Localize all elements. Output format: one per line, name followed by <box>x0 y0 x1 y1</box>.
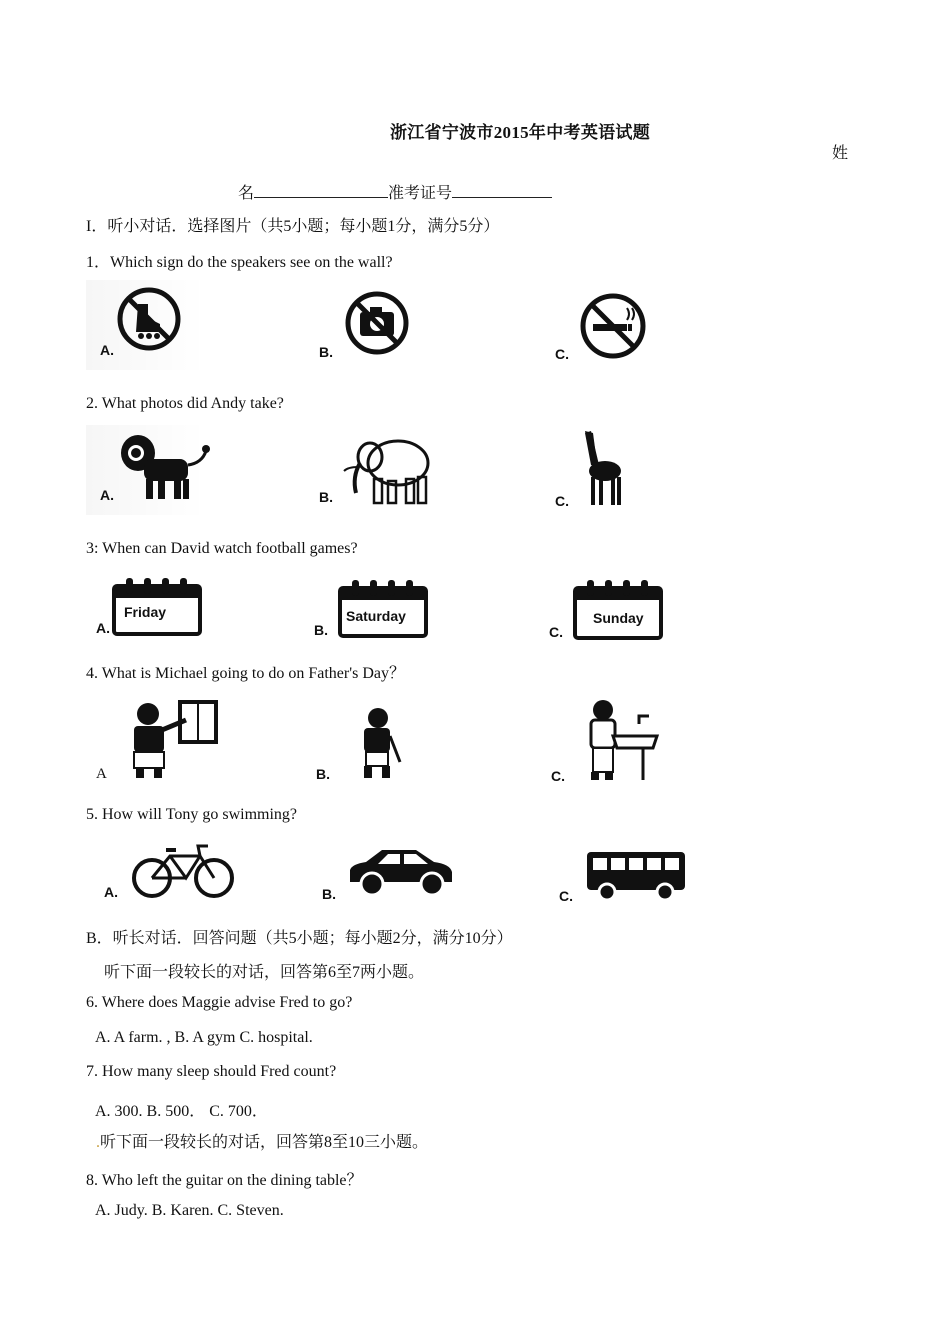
option-3c[interactable] <box>541 570 741 660</box>
option-1b[interactable] <box>306 280 506 370</box>
intro-text: 听下面一段较长的对话，回答第8至10三小题。 <box>100 1134 429 1151</box>
name-blank[interactable] <box>254 183 388 198</box>
boy-cleaning-window-icon <box>122 698 222 782</box>
option-4b[interactable] <box>306 692 506 782</box>
bicycle-icon <box>130 842 236 900</box>
question-4-options <box>86 692 706 782</box>
option-5c[interactable] <box>541 836 741 926</box>
section-2-intro-2 <box>96 1129 428 1152</box>
option-letter: C. <box>551 768 565 784</box>
option-2b[interactable] <box>306 425 506 515</box>
car-icon <box>346 846 456 898</box>
giraffe-icon <box>577 425 633 509</box>
calendar-label-saturday: Saturday <box>346 608 406 624</box>
option-letter: B. <box>319 344 333 360</box>
name-label: 名 <box>238 185 255 202</box>
option-4c[interactable] <box>541 692 741 782</box>
question-6-options[interactable]: A. A farm. , B. A gym C. hospital. <box>95 1029 313 1046</box>
calendar-sunday-icon <box>573 578 665 640</box>
option-letter: C. <box>555 346 569 362</box>
exam-id-label: 准考证号 <box>388 185 453 202</box>
calendar-label-friday: Friday <box>124 604 167 620</box>
question-4: 4. What is Michael going to do on Father's Day？ <box>86 665 405 682</box>
question-5-options <box>86 836 706 926</box>
question-5: 5. How will Tony go swimming? <box>86 806 298 823</box>
question-3: 3: When can David watch football games? <box>86 540 358 557</box>
section-2-intro-1: 听下面一段较长的对话，回答第6至7两小题。 <box>104 964 425 981</box>
option-5b[interactable] <box>306 836 506 926</box>
option-letter: C. <box>549 624 563 640</box>
no-smoking-sign-icon <box>579 292 647 360</box>
option-4a[interactable] <box>86 692 286 782</box>
option-letter: A. <box>100 487 114 503</box>
question-7-options[interactable]: A. 300. B. 500． C. 700． <box>95 1103 268 1120</box>
section-2-heading: B．听长对话．回答问题（共5小题；每小题2分，满分10分） <box>86 930 513 947</box>
option-letter: B. <box>314 622 328 638</box>
question-2-options <box>86 425 706 515</box>
option-letter: B. <box>319 489 333 505</box>
option-letter: B. <box>316 766 330 782</box>
question-2: 2. What photos did Andy take? <box>86 395 284 412</box>
exam-id-blank[interactable] <box>452 183 552 198</box>
question-7: 7. How many sleep should Fred count? <box>86 1063 337 1080</box>
option-letter: A. <box>100 342 114 358</box>
option-1c[interactable] <box>541 280 741 370</box>
option-3b[interactable] <box>306 570 506 660</box>
option-3a[interactable] <box>86 570 286 660</box>
bus-icon <box>585 848 689 902</box>
lion-icon <box>116 431 212 503</box>
calendar-label-sunday: Sunday <box>593 610 644 626</box>
option-letter: C. <box>555 493 569 509</box>
no-camera-sign-icon <box>344 290 410 356</box>
boy-washing-dishes-icon <box>583 696 663 784</box>
option-2a[interactable] <box>86 425 286 515</box>
name-label-part: 姓 <box>832 145 849 162</box>
question-3-options <box>86 570 706 660</box>
elephant-icon <box>340 433 436 509</box>
question-6: 6. Where does Maggie advise Fred to go? <box>86 994 353 1011</box>
name-id-line <box>238 180 552 203</box>
boy-sweeping-icon <box>348 706 408 782</box>
option-letter: A. <box>96 620 110 636</box>
option-letter: A. <box>104 884 118 900</box>
section-1-heading: I．听小对话．选择图片（共5小题；每小题1分，满分5分） <box>86 218 500 235</box>
question-8: 8. Who left the guitar on the dining table？ <box>86 1172 363 1189</box>
option-2c[interactable] <box>541 425 741 515</box>
intro-mark: . <box>96 1134 100 1151</box>
question-8-options[interactable]: A. Judy. B. Karen. C. Steven. <box>95 1202 284 1219</box>
option-letter: A <box>96 766 107 782</box>
option-letter: B. <box>322 886 336 902</box>
question-1: 1．Which sign do the speakers see on the wall? <box>86 254 393 271</box>
option-letter: C. <box>559 888 573 904</box>
option-5a[interactable] <box>86 836 286 926</box>
question-1-options <box>86 280 706 370</box>
no-skating-sign-icon <box>116 286 182 352</box>
page-title: 浙江省宁波市2015年中考英语试题 <box>389 123 651 142</box>
option-1a[interactable] <box>86 280 286 370</box>
